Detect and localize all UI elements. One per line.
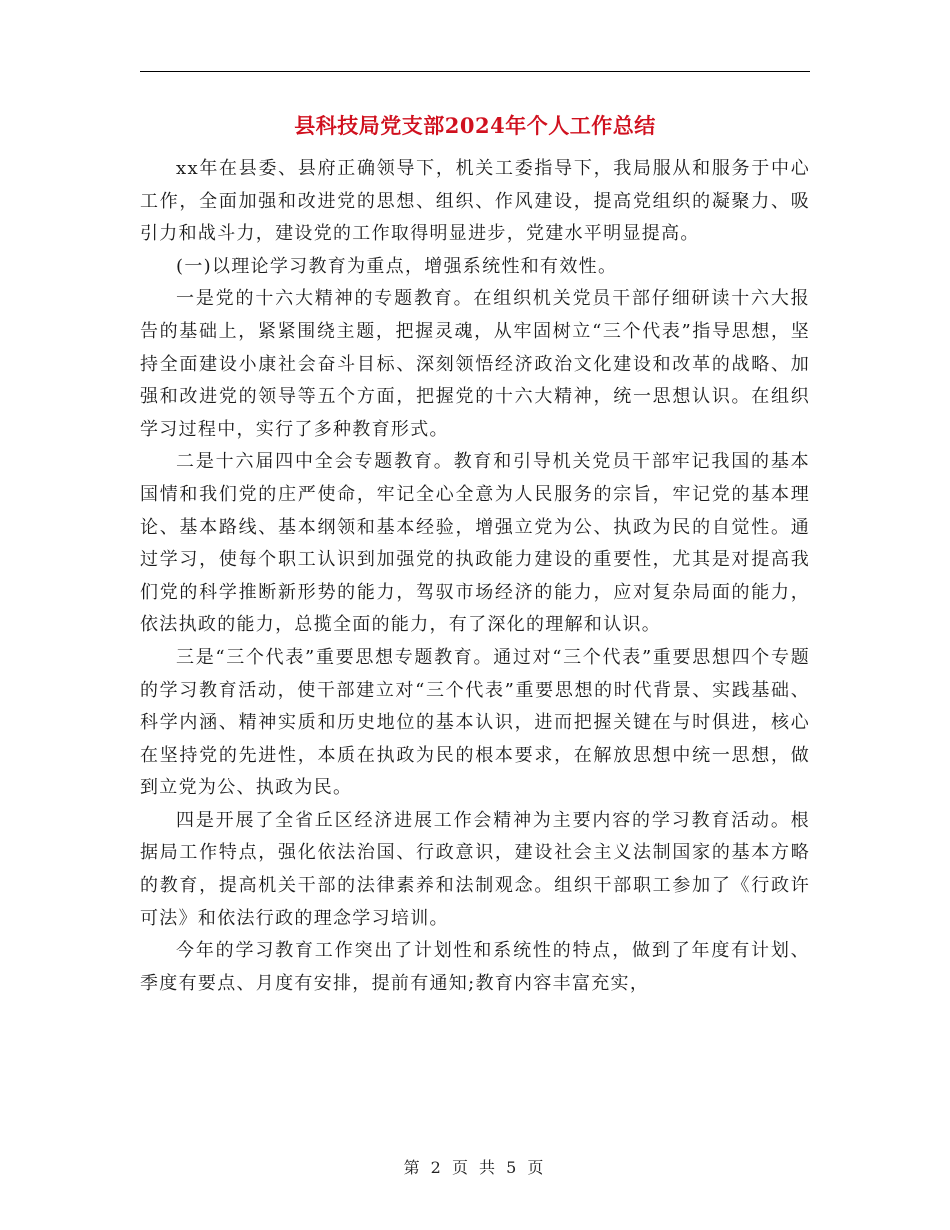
header-rule xyxy=(140,71,810,72)
paragraph: xx年在县委、县府正确领导下，机关工委指导下，我局服从和服务于中心工作，全面加强和改进党的思想、组织、作风建设，提高党组织的凝聚力、吸引力和战斗力，建设党的工作取得明显进步，党建水平明显提高。 xyxy=(140,158,810,245)
paragraph: 今年的学习教育工作突出了计划性和系统性的特点，做到了年度有计划、季度有要点、月度有安排，提前有通知;教育内容丰富充实， xyxy=(140,940,810,994)
section-heading: (一)以理论学习教育为重点，增强系统性和有效性。 xyxy=(176,255,618,277)
paragraph: 三是“三个代表”重要思想专题教育。通过对“三个代表”重要思想四个专题的学习教育活动，使干部建立对“三个代表”重要思想的时代背景、实践基础、科学内涵、精神实质和历史地位的基本认识，进而把握关键在与时俱进，核心在坚持党的先进性，本质在执政为民的根本要求，在解放思想中统一思想，做到立党为公、执政为民。 xyxy=(140,646,810,799)
paragraph: 一是党的十六大精神的专题教育。在组织机关党员干部仔细研读十六大报告的基础上，紧紧围绕主题，把握灵魂，从牢固树立“三个代表”指导思想，坚持全面建设小康社会奋斗目标、深刻领悟经济政治文化建设和改革的战略、加强和改进党的领导等五个方面，把握党的十六大精神，统一思想认识。在组织学习过程中，实行了多种教育形式。 xyxy=(140,288,810,440)
document-title: 县科技局党支部2024年个人工作总结 xyxy=(294,113,656,138)
document-body xyxy=(140,153,810,1000)
page-number: 第 2 页 共 5 页 xyxy=(403,1158,547,1177)
paragraph: 二是十六届四中全会专题教育。教育和引导机关党员干部牢记我国的基本国情和我们党的庄严使命，牢记全心全意为人民服务的宗旨，牢记党的基本理论、基本路线、基本纲领和基本经验，增强立党为公、执政为民的自觉性。通过学习，使每个职工认识到加强党的执政能力建设的重要性，尤其是对提高我们党的科学推断新形势的能力，驾驭市场经济的能力，应对复杂局面的能力，依法执政的能力，总揽全面的能力，有了深化的理解和认识。 xyxy=(140,451,810,636)
paragraph: 四是开展了全省丘区经济进展工作会精神为主要内容的学习教育活动。根据局工作特点，强化依法治国、行政意识，建设社会主义法制国家的基本方略的教育，提高机关干部的法律素养和法制观念。组织干部职工参加了《行政许可法》和依法行政的理念学习培训。 xyxy=(140,809,810,929)
